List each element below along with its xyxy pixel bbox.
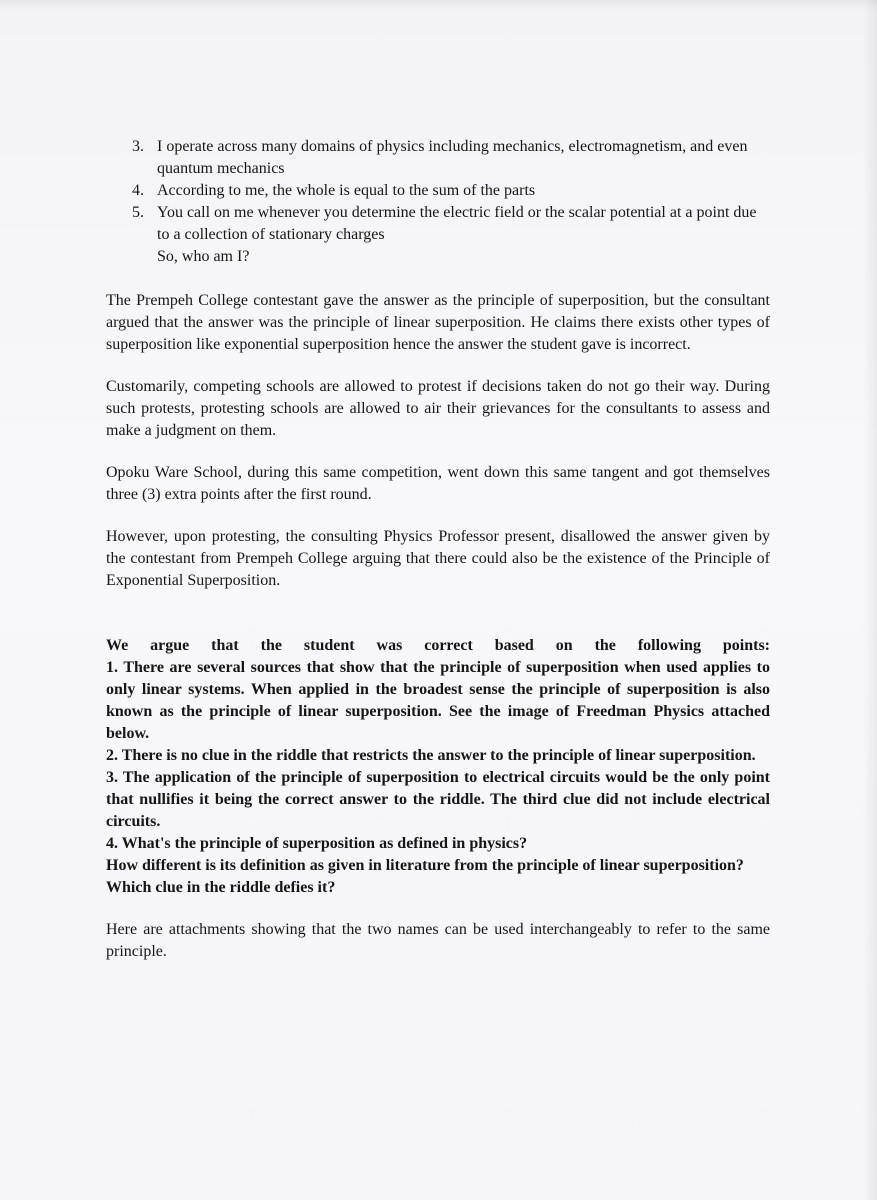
argument-point-1: 1. There are several sources that show that the principle of superposition when used applies to only linear systems. When applied in the broadest sense the principle of superposition is also known as the principle of linear superposition. See the image of Freedman Physics attached below. (106, 659, 770, 742)
clue-number: 5. (132, 204, 144, 221)
clue-text: You call on me whenever you determine the electric field or the scalar potential at a point due to a collection of stationary charges (157, 204, 757, 243)
paragraph-contestant-answer: The Prempeh College contestant gave the answer as the principle of superposition, but the consultant argued that the answer was the principle of linear superposition. He claims there exists other types of superposition like exponential superposition hence the answer the student gave is incorrect. (106, 292, 770, 353)
clue-text: According to me, the whole is equal to the sum of the parts (157, 182, 536, 199)
riddle-clue-5 (132, 202, 770, 246)
argument-point-2: 2. There is no clue in the riddle that restricts the answer to the principle of linear superposition. (106, 747, 756, 764)
riddle-clue-list (132, 136, 770, 246)
riddle-clue-4 (132, 180, 770, 202)
scan-shadow-top (0, 0, 877, 10)
riddle-clue-3 (132, 136, 770, 180)
riddle-question: So, who am I? (157, 248, 250, 265)
paragraph-protest-custom: Customarily, competing schools are allowed to protest if decisions taken do not go their way. During such protests, protesting schools are allowed to air their grievances for the consultants to assess and make a judgment on them. (106, 378, 770, 439)
clue-number: 3. (132, 138, 144, 155)
argument-question-2: Which clue in the riddle defies it? (106, 879, 336, 896)
argument-intro: We argue that the student was correct based on the following points: (106, 637, 770, 654)
clue-number: 4. (132, 182, 144, 199)
document-body (106, 136, 770, 963)
argument-question-1: How different is its definition as given in literature from the principle of linear superposition? (106, 857, 744, 874)
argument-point-4: 4. What's the principle of superposition as defined in physics? (106, 835, 528, 852)
attachments-note: Here are attachments showing that the two names can be used interchangeably to refer to the same principle. (106, 921, 770, 960)
clue-text: I operate across many domains of physics including mechanics, electromagnetism, and even quantum mechanics (157, 138, 748, 177)
scan-shadow-right (863, 0, 877, 1200)
argument-point-3: 3. The application of the principle of superposition to electrical circuits would be the only point that nullifies it being the correct answer to the riddle. The third clue did not include electrical circuits. (106, 769, 770, 830)
paragraph-disallowed: However, upon protesting, the consulting Physics Professor present, disallowed the answer given by the contestant from Prempeh College arguing that there could also be the existence of the Principle of Exponential Superposition. (106, 528, 770, 589)
argument-section (106, 635, 770, 899)
paragraph-opoku-ware: Opoku Ware School, during this same competition, went down this same tangent and got themselves three (3) extra points after the first round. (106, 464, 770, 503)
